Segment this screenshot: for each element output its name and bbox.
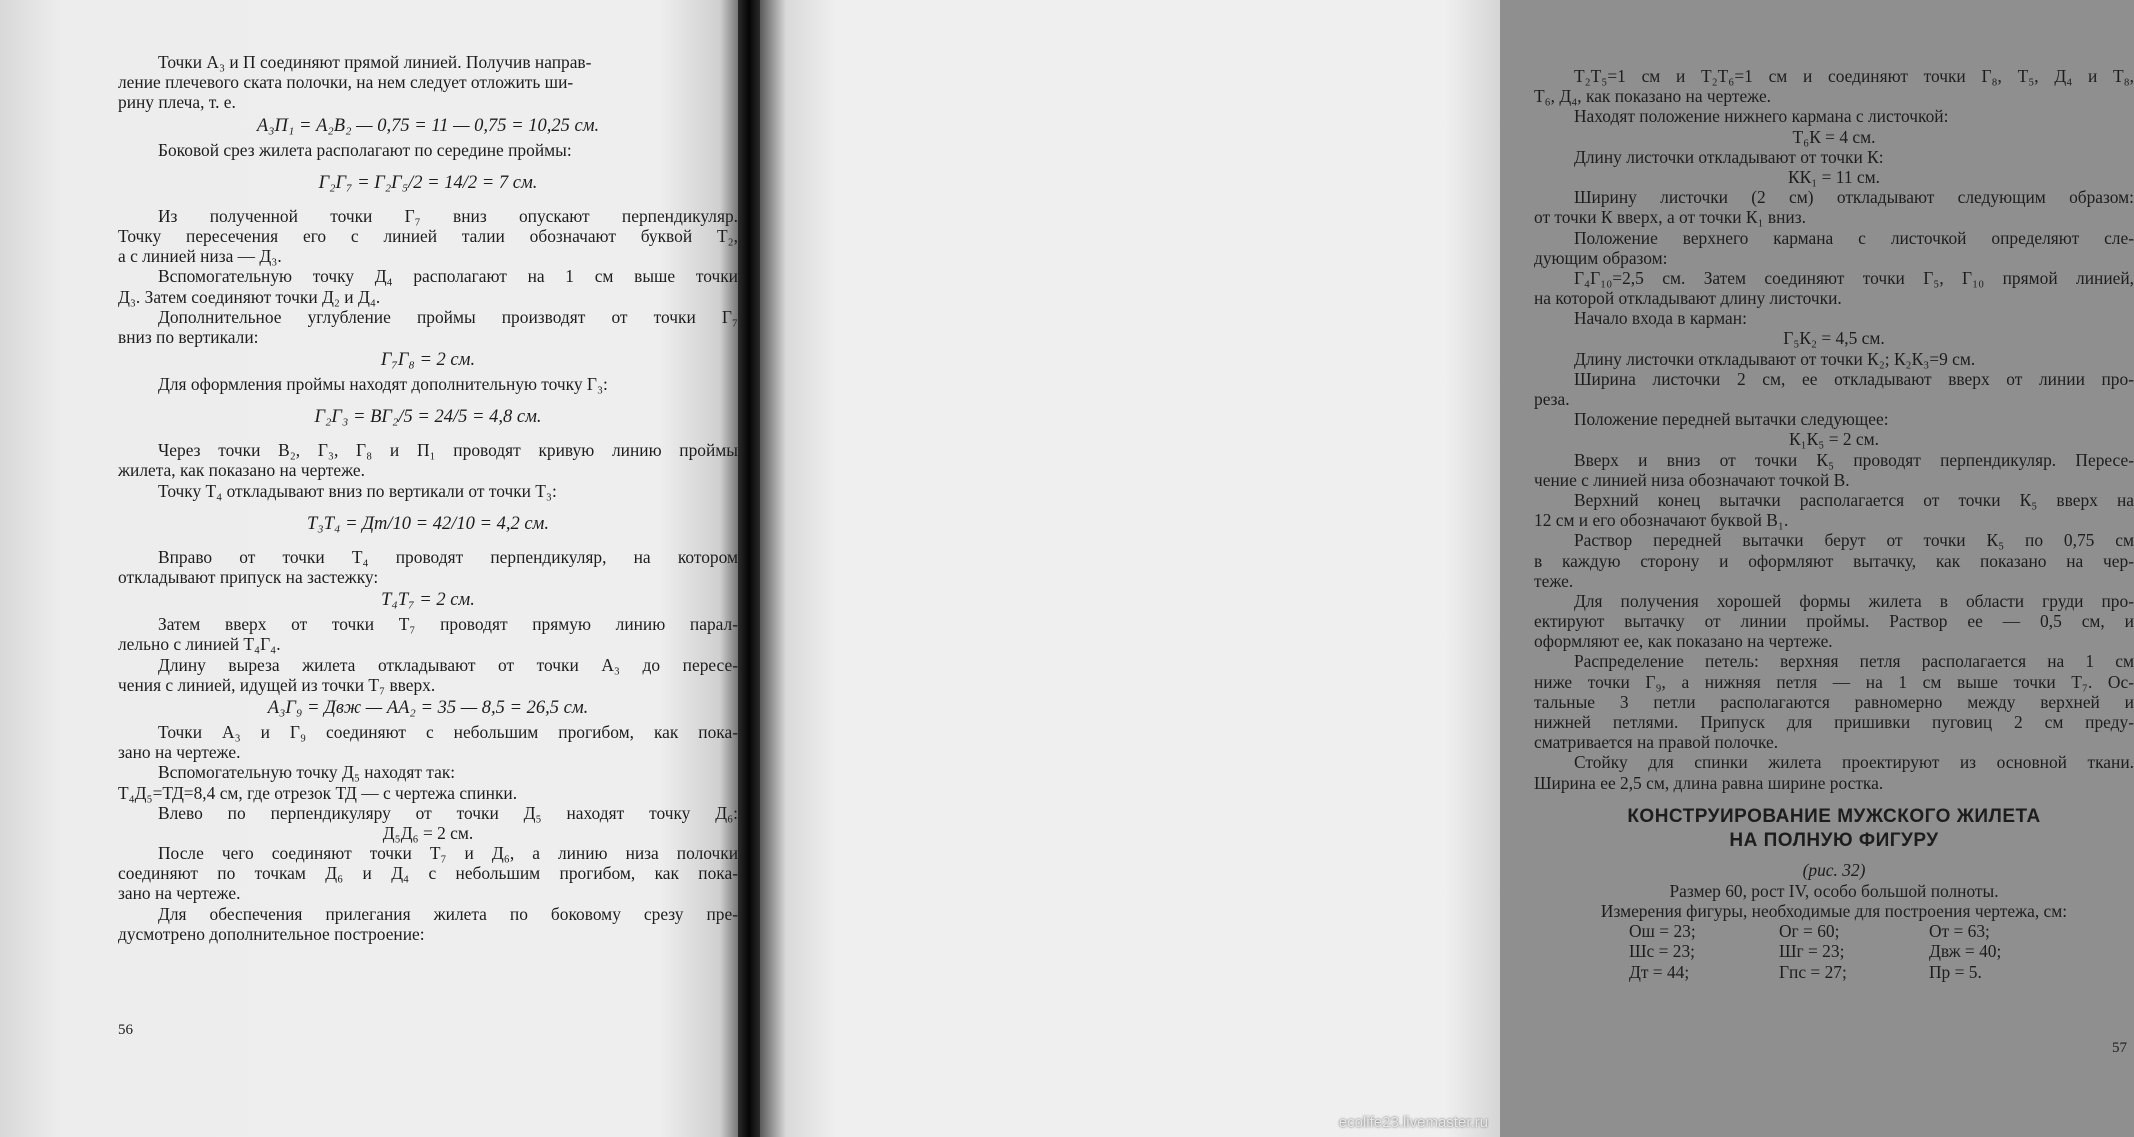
text-line: а с линией низа — Д₃. xyxy=(118,246,282,267)
text-line: Для оформления проймы находят дополнительную точку Г₃: xyxy=(158,374,608,395)
formula-line: Д₅Д₆ = 2 см. xyxy=(382,822,474,843)
text-line: сматривается на правой полочке. xyxy=(1534,732,1779,753)
text-line: Длину листочки откладывают от точки К: xyxy=(1574,146,1884,167)
page-number-left: 56 xyxy=(118,1022,133,1038)
formula-line: Г₂Г₇ = Г₂Г₅/2 = 14/2 = 7 см. xyxy=(318,172,538,193)
text-line: Длину выреза жилета откладывают от точки А₃ до пересе- xyxy=(158,654,738,675)
text-line: Влево по перпендикуляру от точки Д₅ находят точку Д₆: xyxy=(158,802,738,823)
formula-line: К₁К₅ = 2 см. xyxy=(1789,429,1879,450)
text-line: вниз по вертикали: xyxy=(118,326,259,347)
page-number-right: 57 xyxy=(2112,1040,2127,1056)
text-line: в каждую сторону и оформляют вытачку, как показано на чер- xyxy=(1534,550,2134,571)
text-line: После чего соединяют точки Т₇ и Д₆, а линию низа полочки xyxy=(158,843,738,864)
text-line: реза. xyxy=(1534,389,1570,409)
measurements-table xyxy=(1534,921,2134,982)
formula-line: А₃Г₉ = Двж — АА₂ = 35 — 8,5 = 26,5 см. xyxy=(267,697,589,718)
text-line: зано на чертеже. xyxy=(118,742,241,763)
left-page xyxy=(0,0,752,1137)
text-line: зано на чертеже. xyxy=(118,883,241,904)
figure-reference: (рис. 32) xyxy=(1802,859,1866,880)
text-line: 12 см и его обозначают буквой В₁. xyxy=(1534,510,1789,531)
text-line: соединяют по точкам Д₆ и Д₄ с небольшим прогибом, как пока- xyxy=(118,863,738,884)
text-line: Находят положение нижнего кармана с листочкой: xyxy=(1574,106,1949,127)
text-line: Точки А₃ и П соединяют прямой линией. Получив направ- xyxy=(158,52,592,72)
text-line: чения с линией, идущей из точки Т₇ вверх. xyxy=(118,674,436,695)
text-line: тальные 3 петли располагаются равномерно между верхней и xyxy=(1534,691,2134,712)
measurement: Двж = 40; xyxy=(1929,941,2002,962)
formula-line: Г₇Г₈ = 2 см. xyxy=(380,350,476,371)
left-page-text xyxy=(118,52,738,944)
text-line: Затем вверх от точки Т₇ проводят прямую линию парал- xyxy=(158,614,738,635)
text-line: Вверх и вниз от точки К₅ проводят перпендикуляр. Пересе- xyxy=(1574,449,2134,470)
watermark: ecolife23.livemaster.ru xyxy=(1338,1114,1488,1131)
text-line: нижней петлями. Припуск для пришивки пуговиц 2 см преду- xyxy=(1534,712,2134,732)
text-line: Распределение петель: верхняя петля располагается на 1 см xyxy=(1574,651,2134,672)
text-line: Точку пересечения его с линией талии обозначают буквой Т₂, xyxy=(118,225,738,246)
formula-line: Т₃Т₄ = Дт/10 = 42/10 = 4,2 см. xyxy=(307,513,549,534)
measurements-intro: Измерения фигуры, необходимые для построения чертежа, см: xyxy=(1600,900,2068,921)
text-line: Раствор передней вытачки берут от точки К₅ по 0,75 см xyxy=(1574,530,2134,551)
text-line: Д₃. Затем соединяют точки Д₂ и Д₄. xyxy=(118,286,381,307)
text-line: Т₂Т₅=1 см и Т₂Т₆=1 см и соединяют точки Г₈, Т₅, Д₄ и Т₈, xyxy=(1574,66,2134,86)
measurement: Ош = 23; xyxy=(1629,921,1696,942)
text-line: Г₄Г₁₀=2,5 см. Затем соединяют точки Г₅, Г₁₀ прямой линией, xyxy=(1574,267,2134,288)
text-line: Длину листочки откладывают от точки К₂; К₂К₃=9 см. xyxy=(1574,348,1976,369)
text-line: Ширина ее 2,5 см, длина равна ширине ростка. xyxy=(1534,772,1884,793)
text-line: Ширину листочки (2 см) откладывают следующим образом: xyxy=(1574,187,2134,208)
text-line: от точки К вверх, а от точки К₁ вниз. xyxy=(1534,207,1806,228)
text-line: Т₄Д₅=ТД=8,4 см, где отрезок ТД — с чертежа спинки. xyxy=(118,782,518,803)
text-line: дующим образом: xyxy=(1534,247,1668,268)
text-line: ектируют вытачку от линии проймы. Раствор ее — 0,5 см, и xyxy=(1534,611,2134,632)
text-line: Ширина листочки 2 см, ее откладывают вверх от линии про- xyxy=(1574,368,2134,389)
formula-line: Г₂Г₃ = ВГ₂/5 = 24/5 = 4,8 см. xyxy=(314,407,542,428)
text-line: Для получения хорошей формы жилета в области груди про- xyxy=(1574,590,2134,611)
text-line: на которой откладывают длину листочки. xyxy=(1534,288,1842,309)
text-line: чение с линией низа обозначают точкой В. xyxy=(1534,469,1850,490)
formula-line: Г₅К₂ = 4,5 см. xyxy=(1783,328,1885,349)
text-line: Положение передней вытачки следующее: xyxy=(1574,409,1889,430)
formula-line: А₃П₁ = А₂В₂ — 0,75 = 11 — 0,75 = 10,25 см. xyxy=(256,115,600,136)
text-line: ление плечевого ската полочки, на нем следует отложить ши- xyxy=(118,72,574,93)
right-page-body xyxy=(1534,66,2134,793)
text-line: Положение верхнего кармана с листочкой определяют сле- xyxy=(1574,227,2134,248)
measurement: Гпс = 27; xyxy=(1779,961,1847,982)
text-line: дусмотрено дополнительное построение: xyxy=(118,923,425,944)
text-line: Точки А₃ и Г₉ соединяют с небольшим прогибом, как пока- xyxy=(158,721,738,742)
text-line: рину плеча, т. е. xyxy=(118,92,236,113)
text-line: теже. xyxy=(1534,570,1574,591)
text-line: откладывают припуск на застежку: xyxy=(118,567,379,587)
right-page xyxy=(746,0,2134,1137)
book-gutter xyxy=(738,0,760,1137)
formula-line: КК₁ = 11 см. xyxy=(1788,166,1880,187)
text-line: Стойку для спинки жилета проектируют из основной ткани. xyxy=(1574,752,2134,773)
text-line: Точку Т₄ откладывают вниз по вертикали от точки Т₃: xyxy=(158,480,557,501)
measurement: Дт = 44; xyxy=(1629,961,1690,982)
measurement: Шс = 23; xyxy=(1629,941,1695,962)
text-line: оформляют ее, как показано на чертеже. xyxy=(1534,631,1833,652)
section-heading-line2: НА ПОЛНУЮ ФИГУРУ xyxy=(1729,829,1939,851)
text-line: Верхний конец вытачки располагается от точки К₅ вверх на xyxy=(1574,489,2134,510)
text-line: жилета, как показано на чертеже. xyxy=(118,460,365,481)
text-line: Для обеспечения прилегания жилета по боковому срезу пре- xyxy=(158,903,738,924)
section-heading-line1: КОНСТРУИРОВАНИЕ МУЖСКОГО ЖИЛЕТА xyxy=(1627,805,2041,827)
text-line: Дополнительное углубление проймы производят от точки Г₇ xyxy=(158,306,738,327)
text-line: Боковой срез жилета располагают по середине проймы: xyxy=(158,139,572,160)
formula-line: Т₆К = 4 см. xyxy=(1792,126,1876,147)
text-line: ниже точки Г₉, а нижняя петля — на 1 см выше точки Т₇. Ос- xyxy=(1534,671,2134,692)
text-line: Вправо от точки Т₄ проводят перпендикуляр, на котором xyxy=(158,546,738,567)
right-page-text xyxy=(1534,66,2134,982)
text-line: Вспомогательную точку Д₄ располагают на 1 см выше точки xyxy=(158,266,738,287)
formula-line: Т₄Т₇ = 2 см. xyxy=(381,590,475,611)
text-line: Через точки В₂, Г₃, Г₈ и П₁ проводят кривую линию проймы xyxy=(158,440,738,461)
text-line: Из полученной точки Г₇ вниз опускают перпендикуляр. xyxy=(158,205,738,226)
text-line: Вспомогательную точку Д₅ находят так: xyxy=(158,762,456,783)
measurement: Ог = 60; xyxy=(1779,921,1840,942)
text-line: Начало входа в карман: xyxy=(1574,308,1747,329)
measurement: От = 63; xyxy=(1929,921,1990,942)
measurement: Шг = 23; xyxy=(1779,941,1845,962)
measurement: Пр = 5. xyxy=(1929,961,1982,982)
text-line: лельно с линией Т₄Г₄. xyxy=(118,634,281,655)
size-line: Размер 60, рост IV, особо большой полноты. xyxy=(1669,880,1999,901)
text-line: Т₆, Д₄, как показано на чертеже. xyxy=(1534,86,1772,107)
